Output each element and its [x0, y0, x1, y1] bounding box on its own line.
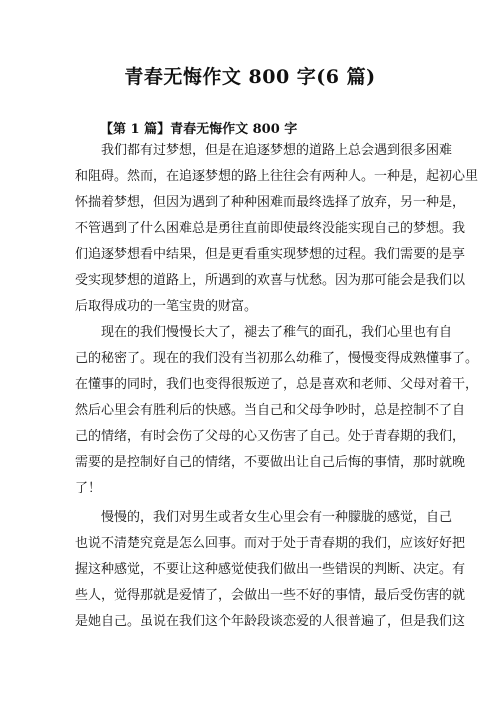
paragraph-line: 些人，觉得那就是爱情了，会做出一些不好的事情，最后受伤害的就	[75, 588, 466, 603]
paragraph-line: 在懂事的同时，我们也变得很叛逆了，总是喜欢和老师、父母对着干，	[75, 377, 479, 392]
paragraph-line: 们追逐梦想看中结果，但是更看重实现梦想的过程。我们需要的是享	[75, 247, 466, 262]
paragraph-line: 和阻碍。然而，在追逐梦想的路上往往会有两种人。一种是，起初心里	[75, 169, 479, 184]
paragraph-line: 了！	[75, 481, 102, 496]
paragraph-line: 握这种感觉，不要让这种感觉使我们做出一些错误的判断、决定。有	[75, 562, 466, 577]
paragraph-line: 然后心里会有胜利后的快感。当自己和父母争吵时，总是控制不了自	[75, 403, 466, 418]
paragraph-line: 是她自己。虽说在我们这个年龄段谈恋爱的人很普遍了，但是我们这	[75, 614, 466, 629]
paragraph-line: 慢慢的，我们对男生或者女生心里会有一种朦胧的感觉，自己	[101, 510, 453, 525]
paragraph-line: 己的秘密了。现在的我们没有当初那么幼稚了，慢慢变得成熟懂事了。	[75, 351, 479, 366]
paragraph-1	[75, 138, 479, 320]
paragraph-line: 己的情绪，有时会伤了父母的心又伤害了自己。处于青春期的我们，	[75, 429, 466, 444]
paragraph-line: 需要的是控制好自己的情绪，不要做出让自己后悔的事情，那时就晚	[75, 455, 466, 470]
paragraph-line: 后取得成功的一笔宝贵的财富。	[75, 299, 258, 314]
paragraph-2	[75, 320, 479, 502]
paragraph-line: 现在的我们慢慢长大了，褪去了稚气的面孔，我们心里也有自	[101, 325, 453, 340]
document-title: 青春无悔作文 800 字(6 篇)	[124, 66, 376, 88]
paragraph-line: 不管遇到了什么困难总是勇往直前即使最终没能实现自己的梦想。我	[75, 221, 466, 236]
paragraph-line: 也说不清楚究竟是怎么回事。而对于处于青春期的我们，应该好好把	[75, 536, 466, 551]
paragraph-3	[75, 505, 466, 635]
paragraph-line: 怀揣着梦想，但因为遇到了种种困难而最终选择了放弃，另一种是，	[75, 195, 466, 210]
paragraph-line: 我们都有过梦想，但是在追逐梦想的道路上总会遇到很多困难	[101, 143, 453, 158]
paragraph-line: 受实现梦想的道路上，所遇到的欢喜与忧愁。因为那可能会是我们以	[75, 273, 466, 288]
section-heading: 【第 1 篇】青春无悔作文 800 字	[100, 122, 298, 137]
